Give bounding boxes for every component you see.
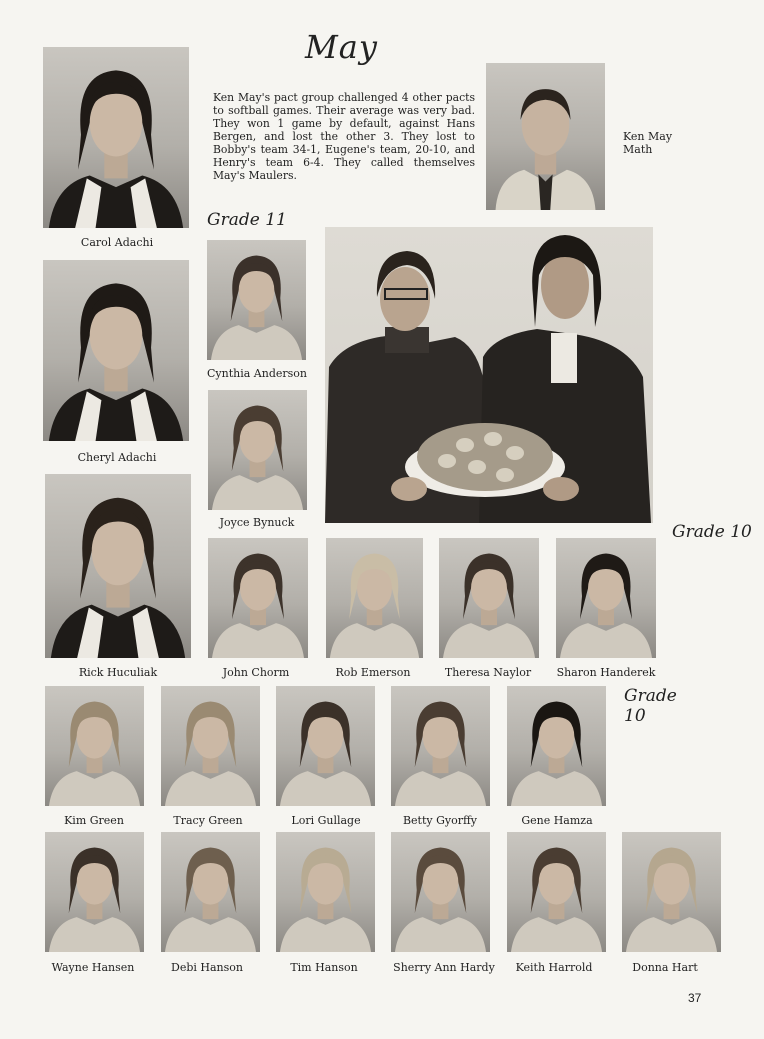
- student-name-john-chorm: John Chorm: [222, 666, 290, 679]
- portrait-photo: [622, 832, 721, 952]
- teacher-subject: Math: [623, 143, 653, 156]
- portrait-photo: [326, 538, 423, 658]
- portrait-photo: [507, 686, 606, 806]
- pineapple-cake-group-photo: [325, 227, 653, 523]
- grade-label-word: Grade: [624, 686, 677, 706]
- student-name-betty-gyorffy: Betty Gyorffy: [402, 814, 478, 827]
- student-name-wayne-hansen: Wayne Hansen: [51, 961, 135, 974]
- page-number: 37: [688, 991, 702, 1005]
- portrait-photo: [439, 538, 539, 658]
- student-name-keith-harrold: Keith Harrold: [515, 961, 593, 974]
- student-name-sherry-ann-hardy: Sherry Ann Hardy: [393, 961, 495, 974]
- grade-10-label: Grade 10: [672, 522, 752, 542]
- student-name-donna-hart: Donna Hart: [632, 961, 698, 974]
- student-name-cheryl-adachi: Cheryl Adachi: [77, 451, 157, 464]
- grade-11-label: Grade 11: [207, 210, 287, 230]
- student-name-lori-gullage: Lori Gullage: [291, 814, 361, 827]
- teacher-name: Ken May: [623, 130, 673, 143]
- student-name-sharon-handerek: Sharon Handerek: [556, 666, 656, 679]
- portrait-photo: [391, 832, 490, 952]
- student-name-joyce-bynuck: Joyce Bynuck: [219, 516, 295, 529]
- portrait-photo: [43, 260, 189, 441]
- portrait-photo: [45, 474, 191, 658]
- portrait-photo: [161, 686, 260, 806]
- student-name-tracy-green: Tracy Green: [173, 814, 243, 827]
- grade-label-number: 10: [624, 706, 646, 726]
- page-title: May: [305, 28, 378, 66]
- portrait-photo: [45, 832, 144, 952]
- portrait-photo: [43, 47, 189, 228]
- student-name-gene-hamza: Gene Hamza: [521, 814, 593, 827]
- portrait-photo: [276, 832, 375, 952]
- portrait-photo: [207, 240, 306, 360]
- portrait-photo: [391, 686, 490, 806]
- portrait-photo: [208, 538, 308, 658]
- student-name-tim-hanson: Tim Hanson: [290, 961, 358, 974]
- portrait-photo: [45, 686, 144, 806]
- portrait-photo: [161, 832, 260, 952]
- grade-10-label-b: [624, 686, 677, 726]
- student-name-rob-emerson: Rob Emerson: [335, 666, 411, 679]
- teacher-portrait-photo: [486, 63, 605, 210]
- pact-group-story: Ken May's pact group challenged 4 other pacts to softball games. Their average was very bad. They won 1 game by default, against Hans Bergen, and lost the other 3. They lost to Bobby's team 34-1, Eugene's team, 20-10, and Henry's team 6-4. They called themselves May's Maulers.: [213, 91, 475, 182]
- student-name-cynthia-anderson: Cynthia Anderson: [207, 367, 307, 380]
- student-name-theresa-naylor: Theresa Naylor: [444, 666, 532, 679]
- student-name-carol-adachi: Carol Adachi: [80, 236, 154, 249]
- portrait-photo: [276, 686, 375, 806]
- student-name-kim-green: Kim Green: [64, 814, 124, 827]
- student-name-debi-hanson: Debi Hanson: [171, 961, 243, 974]
- portrait-photo: [208, 390, 307, 510]
- teacher-caption: [623, 130, 672, 156]
- portrait-photo: [507, 832, 606, 952]
- portrait-photo: [556, 538, 656, 658]
- student-name-rick-huculiak: Rick Huculiak: [78, 666, 158, 679]
